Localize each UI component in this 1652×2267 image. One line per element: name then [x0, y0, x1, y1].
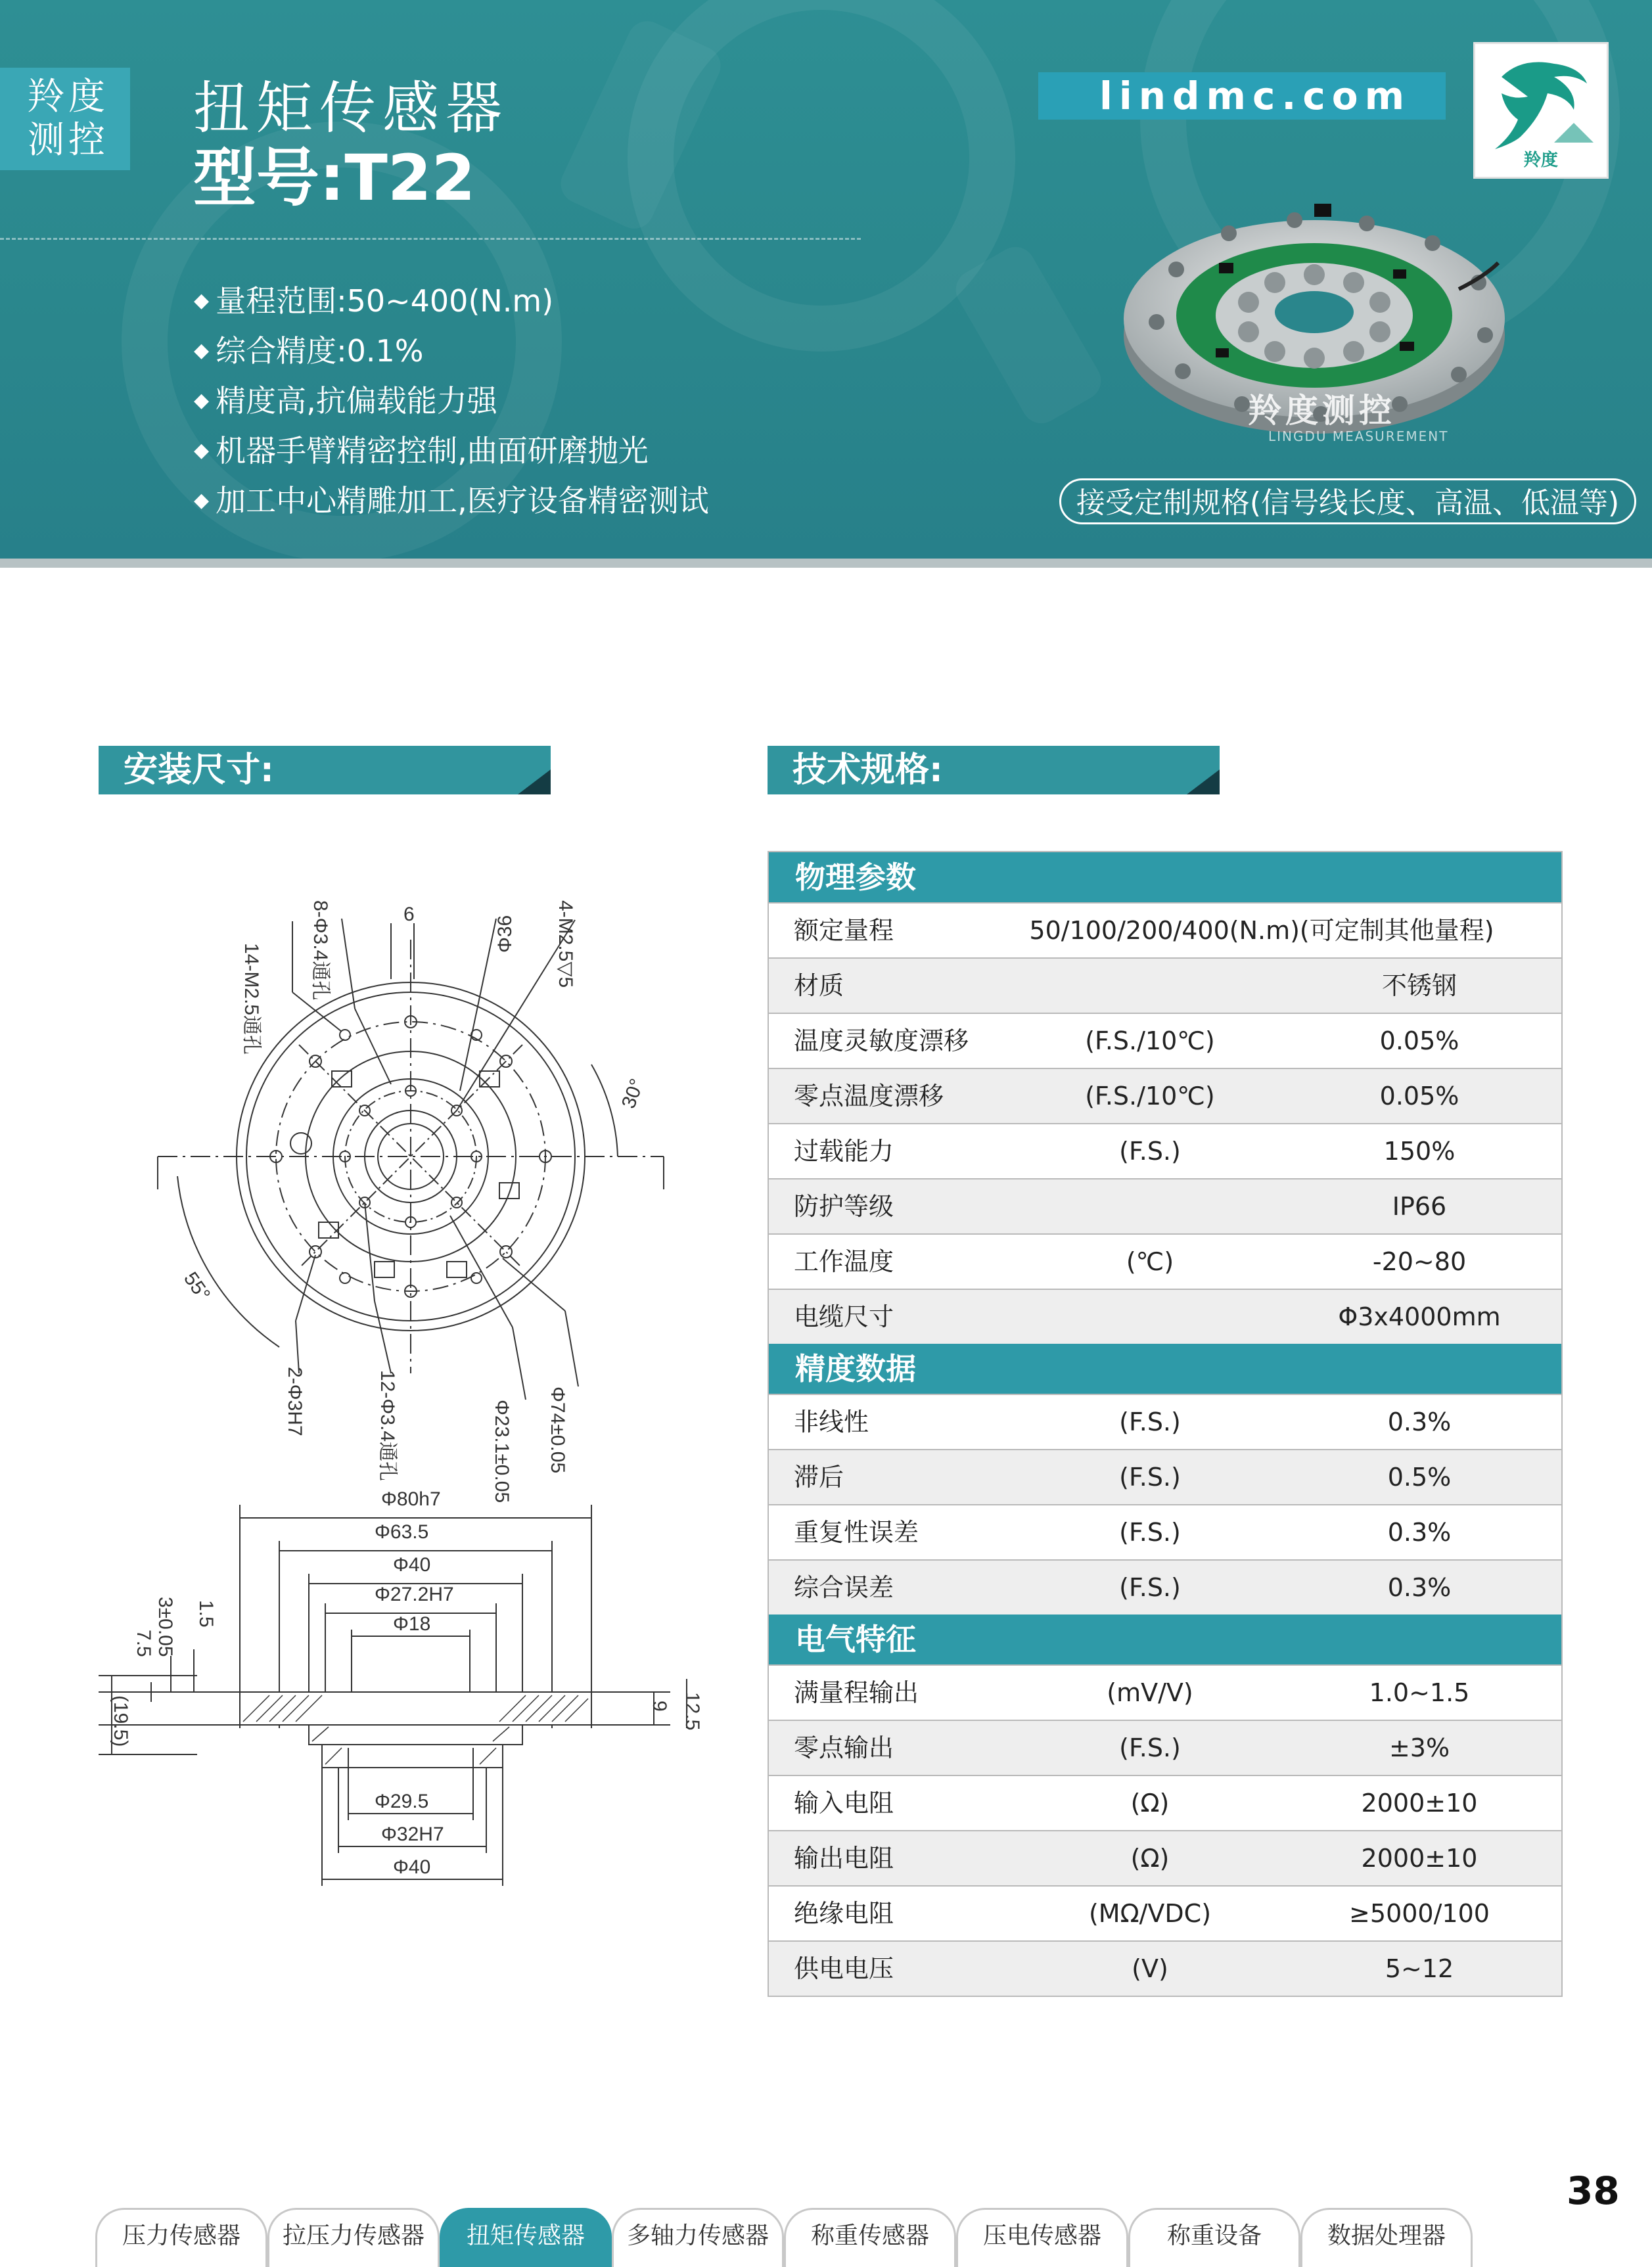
- website-link[interactable]: lindmc.com: [1099, 74, 1411, 118]
- dim-label: 14-M2.5通孔: [241, 943, 262, 1055]
- spec-unit: (F.S.): [1119, 1518, 1181, 1547]
- spec-name: 材质: [794, 971, 844, 1000]
- spec-unit: (V): [1132, 1954, 1168, 1983]
- custom-spec-note: 接受定制规格(信号线长度、高温、低温等): [1059, 478, 1636, 524]
- spec-unit: (F.S.): [1119, 1137, 1181, 1166]
- model-number: 型号:T22: [193, 141, 476, 215]
- spec-unit: (Ω): [1130, 1789, 1170, 1818]
- page-title: 扭矩传感器: [193, 76, 509, 141]
- table-row: [769, 1013, 1561, 1068]
- spec-name: 输入电阻: [794, 1789, 894, 1818]
- table-row: [769, 957, 1561, 1013]
- dim-label: Φ40: [393, 1856, 431, 1878]
- spec-unit: (F.S.): [1119, 1573, 1181, 1602]
- dim-label: 55°: [179, 1268, 215, 1306]
- dim-label: Φ32H7: [381, 1823, 444, 1845]
- tab-data-processor[interactable]: 数据处理器: [1300, 2208, 1473, 2267]
- dim-label: Φ23.1±0.05: [491, 1400, 513, 1503]
- spec-name: 防护等级: [794, 1192, 894, 1221]
- feature-item: ◆ 综合精度:0.1%: [194, 326, 709, 376]
- table-row: [769, 1394, 1561, 1449]
- table-row: [769, 1178, 1561, 1233]
- table-row: [769, 1775, 1561, 1830]
- spec-unit: (F.S.): [1119, 1408, 1181, 1436]
- technical-drawing-svg: [92, 874, 723, 1938]
- spec-value: 0.05%: [1379, 1026, 1459, 1055]
- spec-name: 满量程输出: [794, 1678, 919, 1707]
- table-row: [769, 1449, 1561, 1504]
- table-row: [769, 1720, 1561, 1775]
- spec-value: 0.3%: [1387, 1408, 1452, 1436]
- spec-unit: (F.S./10℃): [1085, 1026, 1215, 1055]
- feature-list: [194, 276, 709, 526]
- brand-line-1: 羚度: [28, 76, 109, 118]
- spec-value: 2000±10: [1361, 1789, 1478, 1818]
- dim-label: Φ27.2H7: [375, 1584, 454, 1605]
- dashed-divider: [0, 238, 861, 240]
- table-row: [769, 1559, 1561, 1614]
- spec-unit: (Ω): [1130, 1844, 1170, 1873]
- spec-name: 工作温度: [794, 1247, 894, 1276]
- table-row: [769, 1068, 1561, 1123]
- dim-label: (19.5): [110, 1695, 131, 1747]
- spec-name: 过载能力: [794, 1137, 894, 1166]
- watermark-text: 羚度测控: [1249, 392, 1396, 430]
- spec-name: 绝缘电阻: [794, 1899, 894, 1928]
- install-dimensions-heading: 安装尺寸:: [99, 746, 551, 794]
- spec-value: ≥5000/100: [1349, 1899, 1490, 1928]
- spec-group-title: 物理参数: [769, 852, 1561, 902]
- spec-value: 5~12: [1385, 1954, 1454, 1983]
- spec-unit: (F.S.): [1119, 1463, 1181, 1492]
- spec-value: -20~80: [1372, 1247, 1467, 1276]
- table-row: [769, 1504, 1561, 1559]
- spec-value: 50/100/200/400(N.m)(可定制其他量程): [1029, 916, 1494, 945]
- spec-value: 0.3%: [1387, 1573, 1452, 1602]
- spec-name: 零点输出: [794, 1733, 894, 1762]
- feature-item: ◆ 加工中心精雕加工,医疗设备精密测试: [194, 476, 709, 526]
- dim-label: 9: [649, 1701, 670, 1712]
- feature-item: ◆ 精度高,抗偏载能力强: [194, 376, 709, 426]
- spec-value: 0.5%: [1387, 1463, 1452, 1492]
- spec-name: 零点温度漂移: [794, 1082, 944, 1111]
- tab-pressure-sensor[interactable]: 压力传感器: [95, 2208, 267, 2267]
- category-tabs: [95, 2208, 1541, 2258]
- brand-line-2: 测控: [28, 119, 109, 162]
- diamond-bullet-icon: ◆: [194, 388, 210, 412]
- tab-torque-sensor[interactable]: 扭矩传感器: [440, 2208, 612, 2267]
- table-row: [769, 1664, 1561, 1720]
- tab-weighing-equipment[interactable]: 称重设备: [1128, 2208, 1300, 2267]
- dim-label: 12.5: [681, 1692, 703, 1731]
- table-row: [769, 902, 1561, 957]
- spec-name: 滞后: [794, 1463, 844, 1492]
- spec-value: IP66: [1392, 1192, 1447, 1221]
- table-row: [769, 1940, 1561, 1996]
- spec-name: 温度灵敏度漂移: [794, 1026, 969, 1055]
- dim-label: Φ29.5: [375, 1791, 429, 1812]
- spec-name: 供电电压: [794, 1954, 894, 1983]
- tab-piezo-sensor[interactable]: 压电传感器: [956, 2208, 1128, 2267]
- dim-label: 30°: [618, 1076, 649, 1112]
- spec-value: 1.0~1.5: [1369, 1678, 1470, 1707]
- diamond-bullet-icon: ◆: [194, 288, 210, 312]
- spec-unit: (F.S.): [1119, 1733, 1181, 1762]
- dimension-drawing: [92, 874, 723, 1938]
- brand-badge: [0, 68, 130, 170]
- spec-value: 0.3%: [1387, 1518, 1452, 1547]
- spec-unit: (MΩ/VDC): [1088, 1899, 1212, 1928]
- spec-name: 重复性误差: [794, 1518, 919, 1547]
- table-row: [769, 1233, 1561, 1289]
- table-row: [769, 1830, 1561, 1885]
- spec-name: 综合误差: [794, 1573, 894, 1602]
- diamond-bullet-icon: ◆: [194, 438, 210, 462]
- table-row: [769, 1123, 1561, 1178]
- spec-value: ±3%: [1388, 1733, 1450, 1762]
- table-row: [769, 1289, 1561, 1344]
- antelope-logo-icon: [1475, 44, 1607, 177]
- spec-unit: (mV/V): [1107, 1678, 1193, 1707]
- logo-text: 羚度: [1523, 150, 1559, 170]
- tab-tension-compression-sensor[interactable]: 拉压力传感器: [267, 2208, 440, 2267]
- dim-label: Φ18: [393, 1613, 431, 1635]
- dim-label: 2-Φ3H7: [284, 1367, 306, 1436]
- table-row: [769, 1885, 1561, 1940]
- spec-name: 非线性: [794, 1408, 869, 1436]
- spec-value: 150%: [1383, 1137, 1456, 1166]
- spec-name: 额定量程: [794, 916, 894, 945]
- spec-unit: (℃): [1126, 1247, 1174, 1276]
- dim-label: 8-Φ3.4通孔: [310, 900, 331, 1001]
- dim-label: 4-M2.5▽5: [555, 900, 576, 988]
- feature-item: ◆ 量程范围:50~400(N.m): [194, 276, 709, 326]
- tech-specs-heading: 技术规格:: [768, 746, 1220, 794]
- spec-group-title: 电气特征: [769, 1614, 1561, 1664]
- watermark-subtext: LINGDU MEASUREMENT: [1268, 428, 1449, 444]
- page-number: 38: [1567, 2168, 1620, 2213]
- spec-value: Φ3x4000mm: [1338, 1302, 1501, 1331]
- dim-label: Φ36: [494, 915, 516, 953]
- dim-label: 12-Φ3.4通孔: [377, 1370, 398, 1481]
- dim-label: 1.5: [195, 1600, 217, 1628]
- company-logo: [1473, 42, 1609, 179]
- spec-value: 不锈钢: [1381, 971, 1457, 1000]
- spec-group-title: 精度数据: [769, 1344, 1561, 1394]
- header-divider-strip: [0, 559, 1652, 568]
- dim-label: Φ80h7: [381, 1488, 441, 1510]
- dim-label: Φ63.5: [375, 1521, 429, 1543]
- tab-load-cell[interactable]: 称重传感器: [784, 2208, 956, 2267]
- spec-value: 0.05%: [1379, 1082, 1459, 1111]
- dim-label: 3±0.05: [154, 1597, 176, 1657]
- spec-table: [768, 851, 1563, 1997]
- diamond-bullet-icon: ◆: [194, 338, 210, 362]
- dim-label: 6: [403, 904, 415, 925]
- tab-multi-axis-sensor[interactable]: 多轴力传感器: [612, 2208, 784, 2267]
- dim-label: Φ40: [393, 1554, 431, 1576]
- spec-value: 2000±10: [1361, 1844, 1478, 1873]
- spec-unit: (F.S./10℃): [1085, 1082, 1215, 1111]
- spec-name: 输出电阻: [794, 1844, 894, 1873]
- spec-name: 电缆尺寸: [794, 1302, 894, 1331]
- dim-label: 7.5: [133, 1630, 154, 1657]
- feature-item: ◆ 机器手臂精密控制,曲面研磨抛光: [194, 426, 709, 476]
- diamond-bullet-icon: ◆: [194, 488, 210, 512]
- dim-label: Φ74±0.05: [547, 1386, 568, 1474]
- header-band: [0, 0, 1652, 559]
